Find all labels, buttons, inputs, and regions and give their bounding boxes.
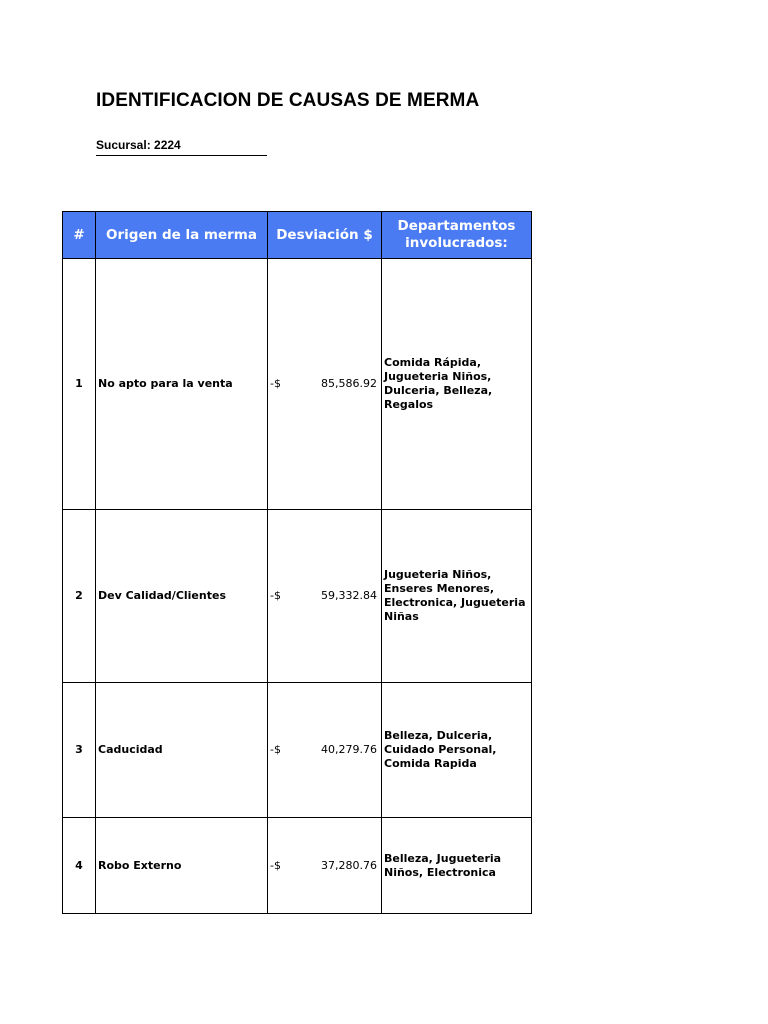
row-desviacion [268,259,382,510]
row-number: 2 [63,510,96,683]
row-desviacion [268,510,382,683]
row-number: 1 [63,259,96,510]
row-origen: Caducidad [96,683,268,818]
row-departamentos: Belleza, Jugueteria Niños, Electronica [382,818,532,914]
row-origen: Dev Calidad/Clientes [96,510,268,683]
amount-value: 59,332.84 [321,589,377,602]
currency-symbol: -$ [270,858,281,872]
sucursal-field [96,138,267,156]
table-row [63,818,532,914]
currency-symbol: -$ [270,743,281,756]
row-departamentos: Belleza, Dulceria, Cuidado Personal, Comida Rapida [382,683,532,818]
row-desviacion [268,818,382,914]
row-origen: Robo Externo [96,818,268,914]
row-origen: No apto para la venta [96,259,268,510]
header-departamentos: Departamentos involucrados: [382,212,532,259]
table-header-row [63,212,532,259]
row-number: 3 [63,683,96,818]
currency-symbol: -$ [270,589,281,602]
table-row [63,259,532,510]
row-departamentos: Comida Rápida, Jugueteria Niños, Dulceria, Belleza, Regalos [382,259,532,510]
sucursal-value: 2224 [154,138,181,152]
page-title: IDENTIFICACION DE CAUSAS DE MERMA [96,90,480,111]
amount-value: 40,279.76 [321,743,377,756]
amount-value: 37,280.76 [321,858,377,872]
header-desviacion: Desviación $ [268,212,382,259]
row-number: 4 [63,818,96,914]
amount-value: 85,586.92 [321,377,377,390]
merma-table [62,211,532,914]
table-row [63,683,532,818]
currency-symbol: -$ [270,377,281,390]
row-departamentos: Jugueteria Niños, Enseres Menores, Electronica, Jugueteria Niñas [382,510,532,683]
row-desviacion [268,683,382,818]
sucursal-label: Sucursal: [96,138,151,152]
header-origen: Origen de la merma [96,212,268,259]
header-num: # [63,212,96,259]
table-row [63,510,532,683]
